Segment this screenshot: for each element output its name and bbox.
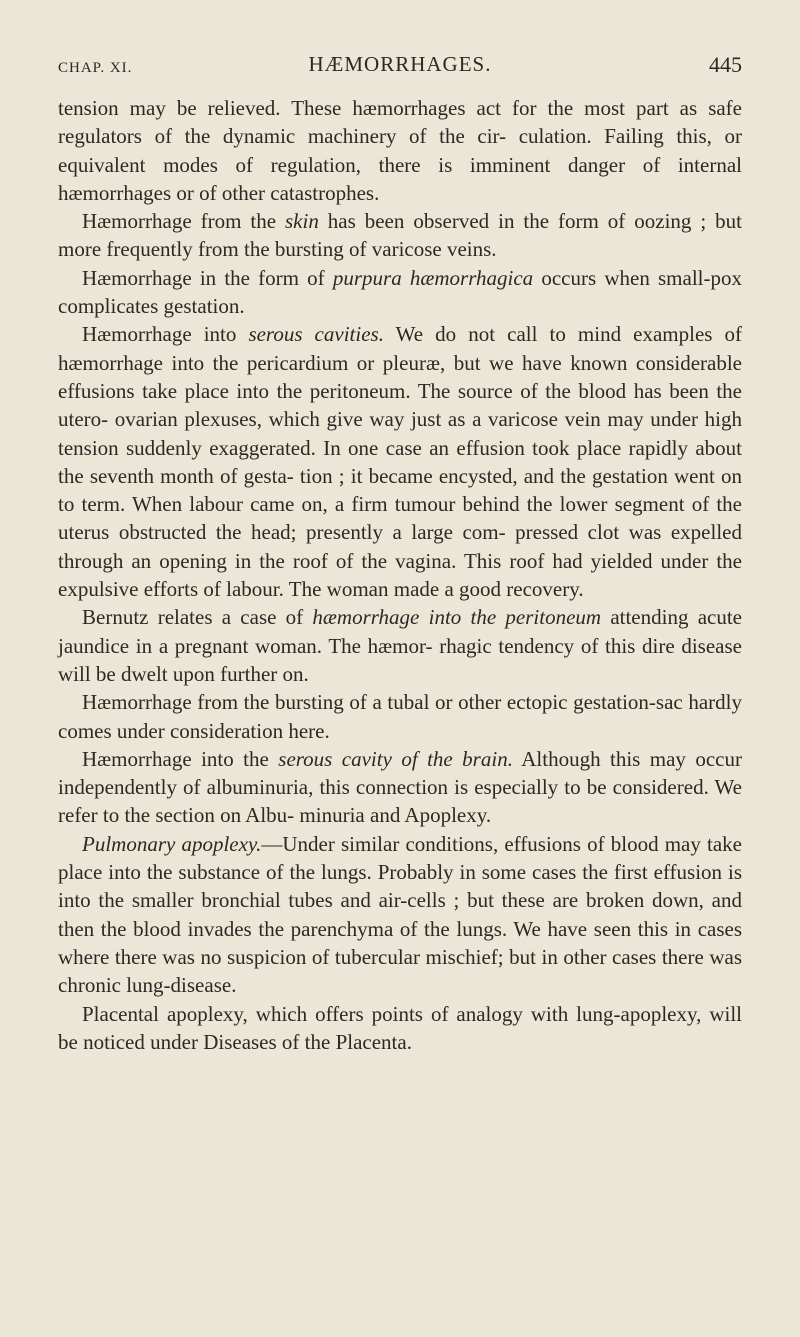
paragraph-text: Hæmorrhage from the bursting of a tubal or other ectopic gestation-sac hardly comes under consideration here. — [58, 690, 742, 743]
chapter-label: CHAP. XI. — [58, 60, 133, 76]
paragraph-bernutz — [58, 603, 742, 688]
paragraph-text: attending acute jaundice in a pregnant woman. The hæmor- rhagic tendency of this dire disease will be dwelt upon further on. — [58, 605, 742, 686]
body-text — [58, 94, 742, 1056]
paragraph-text: occurs when small-pox complicates gestation. — [58, 265, 742, 319]
italic-term: Pulmonary apoplexy. — [82, 831, 262, 856]
italic-term: purpura hæmorrhagica — [332, 265, 534, 290]
paragraph-placental — [58, 1000, 742, 1057]
paragraph-text: Hæmorrhage in the form of — [82, 265, 333, 290]
paragraph-text: tension may be relieved. These hæmorrhages act for the most part as safe regulators of the dynamic machinery of the cir- culation. Failing this, or equivalent modes of regulation, there is imminent danger of internal hæmorrhages or of other catastrophes. — [58, 96, 742, 205]
italic-term: serous cavities. — [248, 322, 384, 347]
running-header — [58, 52, 742, 86]
paragraph-text: Bernutz relates a case of — [82, 605, 313, 630]
paragraph-tension — [58, 94, 742, 207]
paragraph-brain — [58, 745, 742, 830]
page-number: 445 — [709, 52, 742, 77]
running-title: HÆMORRHAGES. — [308, 52, 492, 76]
paragraph-text: Placental apoplexy, which offers points of analogy with lung-apoplexy, will be noticed under Diseases of the Placenta. — [58, 1001, 742, 1054]
paragraph-text: Hæmorrhage into — [82, 322, 249, 347]
italic-term: skin — [285, 209, 319, 234]
paragraph-text: —Under similar conditions, effusions of blood may take place into the substance of the lungs. Probably in some cases the first effusion is into the smaller bronchial tubes and air-cells ; but these are broken down, and then the blood invades the parenchyma of the lungs. We have seen this in cases where there was no suspicion of tubercular mischief; but in other cases there was chronic lung-disease. — [58, 831, 742, 998]
paragraph-text: has been observed in the form of oozing ; but more frequently from the bursting of varicose veins. — [58, 209, 742, 262]
paragraph-text: Hæmorrhage into the — [82, 746, 279, 771]
paragraph-purpura — [58, 264, 742, 321]
paragraph-text: We do not call to mind examples of hæmorrhage into the pericardium or pleuræ, but we have known considerable effusions take place into the peritoneum. The source of the blood has been the utero- ovarian plexuses, which give way just as a varicose vein may under high tension suddenly exaggerated. In one case an effusion took place rapidly about the seventh month of gesta- tion ; it became encysted, and the gestation went on to term. When labour came on, a firm tumour behind the lower segment of the uterus obstructed the head; presently a large com- pressed clot was expelled through an opening in the roof of the vagina. This roof had yielded under the expulsive efforts of labour. The woman made a good recovery. — [58, 322, 742, 602]
paragraph-serous-cavities — [58, 320, 742, 603]
italic-term: serous cavity of the brain. — [278, 746, 513, 771]
italic-term: hæmorrhage into the peritoneum — [312, 605, 602, 630]
paragraph-pulmonary — [58, 830, 742, 1000]
paragraph-text: Although this may occur independently of albuminuria, this connection is especially to be considered. We refer to the section on Albu- minuria and Apoplexy. — [58, 746, 742, 828]
paragraph-skin — [58, 207, 742, 264]
paragraph-ectopic — [58, 688, 742, 745]
paragraph-text: Hæmorrhage from the — [82, 209, 285, 234]
